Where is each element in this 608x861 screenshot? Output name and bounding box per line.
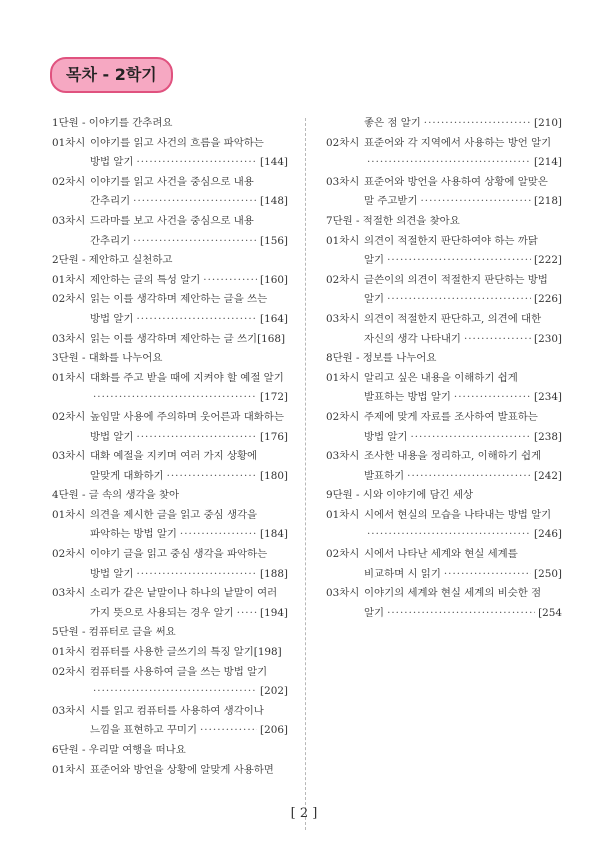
toc-lesson-number: 02차시 — [326, 410, 360, 423]
toc-entry-title: 드라마를 보고 사건을 중심으로 내용 — [90, 214, 254, 227]
toc-entry-title: 알기 — [364, 293, 385, 306]
toc-entry-continuation — [52, 467, 288, 487]
toc-page-number: [226] — [534, 293, 562, 306]
toc-page-number: [238] — [534, 430, 562, 443]
toc-lesson-number: 01차시 — [52, 508, 86, 521]
toc-page-number: [222] — [534, 254, 562, 267]
toc-leader-dots — [180, 525, 257, 545]
toc-entry-continuation — [52, 428, 288, 448]
toc-entry — [326, 173, 562, 193]
toc-entry-title: 방법 알기 — [90, 156, 134, 169]
toc-entry-title: 가지 뜻으로 사용되는 경우 알기 — [90, 606, 234, 619]
toc-entry-continuation — [326, 330, 562, 350]
toc-page-number: [188] — [260, 567, 288, 580]
toc-page-number: [180] — [260, 469, 288, 482]
toc-entry-title: 이야기 글을 읽고 중심 생각을 파악하는 — [90, 548, 268, 561]
toc-entry — [52, 447, 288, 467]
toc-lesson-number: 02차시 — [326, 136, 360, 149]
toc-lesson-number: 02차시 — [52, 175, 86, 188]
toc-page-number: [254 — [538, 606, 562, 619]
toc-entry-continuation — [52, 232, 288, 252]
toc-entry-title: 표준어와 방언을 사용하여 상황에 알맞은 — [364, 175, 548, 188]
toc-entry-continuation — [326, 467, 562, 487]
toc-entry — [52, 702, 288, 722]
column-divider — [305, 118, 306, 830]
toc-page-number: [184] — [260, 528, 288, 541]
toc-page-number: [250] — [534, 567, 562, 580]
toc-left-column — [52, 114, 288, 780]
toc-entry-title: 조사한 내용을 정리하고, 이해하기 쉽게 — [364, 450, 542, 463]
toc-page-number: [210] — [534, 117, 562, 129]
toc-lesson-number: 03차시 — [52, 450, 86, 463]
toc-entry-continuation — [326, 604, 562, 624]
toc-entry-continuation — [52, 604, 288, 624]
toc-lesson-number: 02차시 — [52, 293, 86, 306]
toc-page-number: [230] — [534, 332, 562, 345]
toc-entry-title: 이야기의 세계와 현실 세계의 비슷한 점 — [364, 587, 542, 600]
toc-lesson-number: 02차시 — [326, 548, 360, 561]
toc-lesson-number: 02차시 — [326, 273, 360, 286]
toc-unit-heading: 7단원 - 적절한 의견을 찾아요 — [326, 214, 460, 227]
toc-entry-title: 방법 알기 — [364, 430, 408, 443]
toc-leader-dots — [387, 604, 535, 624]
toc-entry — [326, 369, 562, 389]
toc-entry-title: 시를 읽고 컴퓨터를 사용하여 생각이나 — [90, 704, 264, 717]
toc-entry — [326, 584, 562, 604]
toc-entry-title: 발표하기 — [364, 469, 405, 482]
toc-unit-heading: 9단원 - 시와 이야기에 담긴 세상 — [326, 489, 474, 502]
toc-entry-title: 주제에 맞게 자료를 조사하여 발표하는 — [364, 410, 538, 423]
toc-page-number: [160] — [260, 273, 288, 286]
toc-entry-continuation — [52, 388, 288, 408]
toc-entry-title: 글쓴이의 의견이 적절한지 판단하는 방법 — [364, 273, 548, 286]
toc-entry-continuation — [326, 525, 562, 545]
toc-entry-title: 읽는 이를 생각하며 제안하는 글을 쓰는 — [90, 293, 268, 306]
toc-unit-heading: 6단원 - 우리말 여행을 떠나요 — [52, 744, 186, 756]
toc-entry-title: 알기 — [364, 606, 385, 619]
toc-entry — [52, 408, 288, 428]
toc-entry-title: 의견이 적절한지 판단하고, 의견에 대한 — [364, 312, 542, 325]
toc-lesson-number: 03차시 — [326, 312, 360, 325]
toc-entry-title: 느낌을 표현하고 꾸미기 — [90, 724, 197, 737]
toc-leader-dots — [136, 565, 257, 585]
toc-entry-continuation — [326, 114, 562, 134]
toc-entry-title: 이야기를 읽고 사건을 중심으로 내용 — [90, 175, 254, 188]
toc-entry-continuation — [52, 565, 288, 585]
toc-lesson-number: 01차시 — [52, 136, 86, 149]
toc-entry-continuation — [326, 290, 562, 310]
toc-entry — [326, 447, 562, 467]
toc-entry — [52, 134, 288, 154]
toc-right-column — [326, 114, 562, 623]
toc-leader-dots — [136, 153, 257, 173]
toc-entry-title: 방법 알기 — [90, 312, 134, 325]
toc-entry — [52, 212, 288, 232]
toc-entry-title: 의견을 제시한 글을 읽고 중심 생각을 — [90, 508, 258, 521]
toc-entry — [52, 330, 288, 350]
toc-entry-title: 알맞게 대화하기 — [90, 469, 164, 482]
toc-leader-dots — [133, 232, 257, 252]
toc-leader-dots — [421, 192, 532, 212]
toc-lesson-number: 03차시 — [326, 175, 360, 188]
toc-leader-dots — [133, 192, 257, 212]
toc-leader-dots — [93, 388, 257, 408]
toc-entry-title: 대화를 주고 받을 때에 지켜야 할 예절 알기 — [90, 371, 284, 384]
toc-unit-heading: 1단원 - 이야기를 간추려요 — [52, 117, 173, 129]
toc-page-number: [176] — [260, 430, 288, 443]
toc-entry — [326, 232, 562, 252]
toc-leader-dots — [424, 114, 531, 134]
toc-page-number: [144] — [260, 156, 288, 169]
toc-entry — [52, 506, 288, 526]
toc-lesson-number: 01차시 — [326, 234, 360, 247]
toc-lesson-number: 01차시 — [326, 371, 360, 384]
toc-page-number: [194] — [260, 606, 288, 619]
toc-entry-title: 좋은 점 알기 — [364, 117, 421, 129]
toc-entry — [52, 584, 288, 604]
toc-leader-dots — [387, 290, 531, 310]
toc-leader-dots — [464, 330, 531, 350]
toc-lesson-number: 03차시 — [326, 587, 360, 600]
toc-entry-title: 간추리기 — [90, 195, 131, 208]
toc-entry — [326, 310, 562, 330]
toc-entry-continuation — [52, 153, 288, 173]
toc-leader-dots — [410, 428, 531, 448]
toc-entry — [326, 134, 562, 154]
toc-leader-dots — [200, 721, 257, 741]
toc-entry — [326, 408, 562, 428]
toc-entry-title: 시에서 현실의 모습을 나타내는 방법 알기 — [364, 508, 552, 521]
toc-entry-title: 발표하는 방법 알기 — [364, 391, 451, 404]
toc-leader-dots — [444, 565, 531, 585]
toc-page-number: [234] — [534, 391, 562, 404]
toc-entry-title: 비교하며 시 읽기 — [364, 567, 441, 580]
toc-leader-dots — [367, 153, 531, 173]
page-title-badge: 목차 - 2학기 — [50, 57, 173, 93]
toc-unit-heading: 3단원 - 대화를 나누어요 — [52, 352, 163, 365]
toc-entry-title: 제안하는 글의 특성 알기 — [90, 273, 201, 286]
toc-entry-continuation — [326, 192, 562, 212]
toc-entry-continuation — [52, 310, 288, 330]
toc-leader-dots — [367, 525, 531, 545]
toc-leader-dots — [203, 271, 257, 291]
toc-entry — [326, 545, 562, 565]
toc-entry-title: 자신의 생각 나타내기 — [364, 332, 461, 345]
toc-entry — [52, 369, 288, 389]
toc-entry-continuation — [52, 525, 288, 545]
toc-entry-continuation — [326, 388, 562, 408]
toc-page-number: [156] — [260, 234, 288, 247]
toc-entry — [52, 271, 288, 291]
toc-lesson-number: 01차시 — [326, 508, 360, 521]
toc-lesson-number: 03차시 — [52, 587, 86, 600]
toc-leader-dots — [136, 428, 257, 448]
toc-entry-title: 간추리기 — [90, 234, 131, 247]
toc-entry-title: 의견이 적절한지 판단하여야 하는 까닭 — [364, 234, 538, 247]
toc-lesson-number: 03차시 — [52, 214, 86, 227]
toc-entry-title: 대화 예절을 지키며 여러 가지 상황에 — [90, 450, 258, 463]
toc-entry-continuation — [326, 428, 562, 448]
toc-entry-title: 방법 알기 — [90, 567, 134, 580]
toc-unit-heading: 5단원 - 컴퓨터로 글을 써요 — [52, 626, 176, 639]
toc-entry — [52, 545, 288, 565]
toc-leader-dots — [136, 310, 257, 330]
toc-unit-heading: 8단원 - 정보를 나누어요 — [326, 352, 437, 365]
toc-page-number: [218] — [534, 195, 562, 208]
toc-unit-heading: 4단원 - 글 속의 생각을 찾아 — [52, 489, 180, 502]
toc-page-number: [214] — [534, 156, 562, 169]
toc-lesson-number: 02차시 — [52, 410, 86, 423]
toc-page-number: [148] — [260, 195, 288, 208]
toc-page-number: [172] — [260, 391, 288, 404]
toc-page-number: [242] — [534, 469, 562, 482]
toc-leader-dots — [93, 682, 257, 702]
toc-entry-continuation — [326, 153, 562, 173]
toc-entry-title: 파악하는 방법 알기 — [90, 528, 177, 541]
toc-lesson-number: 02차시 — [52, 548, 86, 561]
toc-entry — [52, 761, 288, 781]
toc-entry-title: 알기 — [364, 254, 385, 267]
toc-page-number: [202] — [260, 685, 288, 698]
toc-lesson-number: 02차시 — [52, 665, 86, 678]
toc-lesson-number: 03차시 — [52, 332, 86, 345]
toc-entry-title: 소리가 같은 낱말이나 하나의 낱말이 여러 — [90, 587, 278, 600]
toc-entry — [52, 643, 288, 663]
toc-entry — [52, 663, 288, 683]
toc-lesson-number: 01차시 — [52, 273, 86, 286]
toc-entry — [326, 506, 562, 526]
toc-entry — [326, 271, 562, 291]
toc-leader-dots — [167, 467, 257, 487]
toc-entry-title: 표준어와 각 지역에서 사용하는 방언 알기 — [364, 136, 552, 149]
toc-page-number: [164] — [260, 312, 288, 325]
toc-entry-title: 이야기를 읽고 사건의 흐름을 파악하는 — [90, 136, 264, 149]
toc-entry-title: 표준어와 방언을 상황에 알맞게 사용하면 — [90, 763, 274, 776]
toc-entry-continuation — [52, 721, 288, 741]
toc-lesson-number: 01차시 — [52, 763, 86, 776]
toc-entry-title: 높임말 사용에 주의하며 웃어른과 대화하는 — [90, 410, 284, 423]
toc-entry-title: 컴퓨터를 사용한 글쓰기의 특징 알기[198] — [90, 646, 282, 659]
toc-entry-title: 시에서 나타난 세계와 현실 세계를 — [364, 548, 518, 561]
toc-leader-dots — [237, 604, 257, 624]
page-number: [ 2 ] — [290, 806, 318, 821]
toc-entry-title: 방법 알기 — [90, 430, 134, 443]
toc-unit-heading: 2단원 - 제안하고 실천하고 — [52, 254, 173, 267]
toc-entry-continuation — [326, 565, 562, 585]
toc-leader-dots — [454, 388, 531, 408]
toc-lesson-number: 01차시 — [52, 646, 86, 659]
toc-leader-dots — [387, 251, 531, 271]
toc-entry — [52, 290, 288, 310]
toc-page-number: [206] — [260, 724, 288, 737]
toc-entry-title: 읽는 이를 생각하며 제안하는 글 쓰기[168] — [90, 332, 286, 345]
toc-entry-continuation — [52, 192, 288, 212]
toc-lesson-number: 01차시 — [52, 371, 86, 384]
toc-entry-title: 알리고 싶은 내용을 이해하기 쉽게 — [364, 371, 518, 384]
toc-entry — [52, 173, 288, 193]
toc-leader-dots — [407, 467, 531, 487]
toc-entry-title: 컴퓨터를 사용하여 글을 쓰는 방법 알기 — [90, 665, 268, 678]
toc-lesson-number: 03차시 — [52, 704, 86, 717]
toc-entry-continuation — [52, 682, 288, 702]
toc-page-number: [246] — [534, 528, 562, 541]
toc-lesson-number: 03차시 — [326, 450, 360, 463]
toc-entry-continuation — [326, 251, 562, 271]
toc-entry-title: 말 주고받기 — [364, 195, 418, 208]
